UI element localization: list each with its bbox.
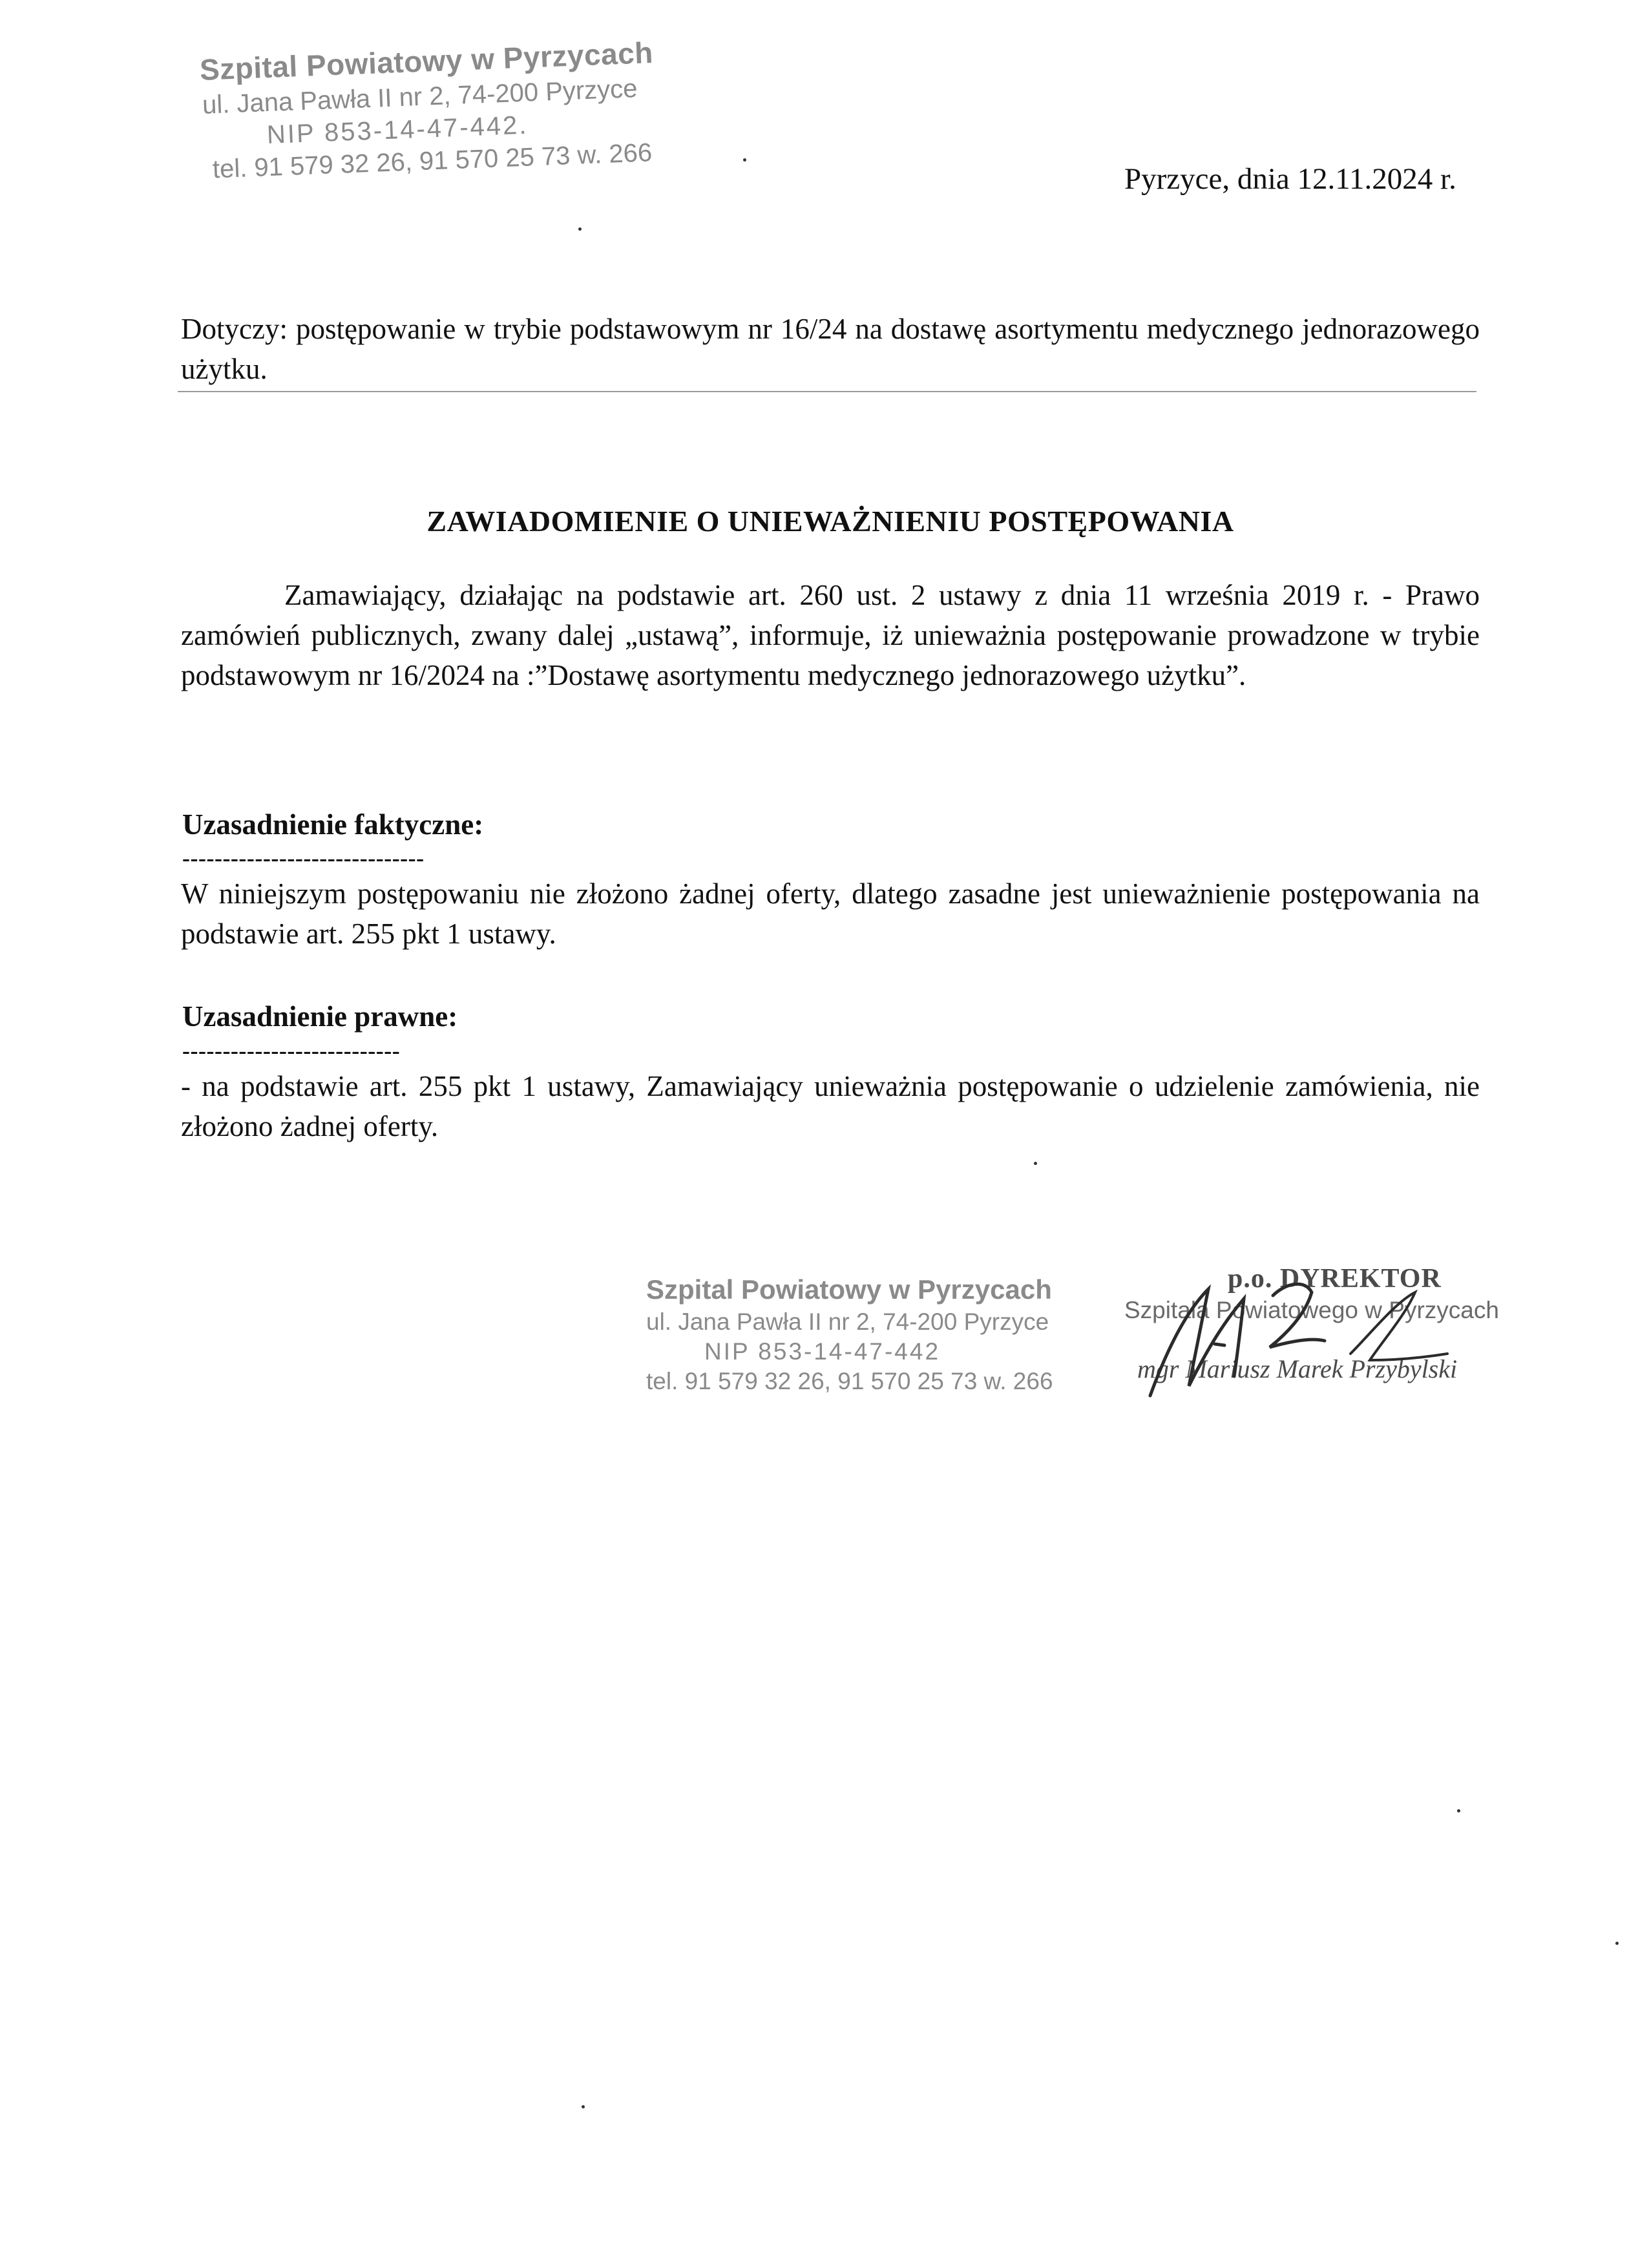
factual-heading-underline: ------------------------------: [182, 845, 425, 871]
stamp-hospital-name: Szpital Powiatowy w Pyrzycach: [199, 36, 654, 87]
handwritten-signature-icon: [1111, 1263, 1473, 1405]
scan-speck: [1457, 1809, 1460, 1812]
intro-paragraph: Zamawiający, działając na podstawie art. 260 ust. 2 ustawy z dnia 11 września 2019 r. - Prawo zamówień publicznych, zwany dalej „ustawą”, informuje, iż unieważnia postępowanie prowadzone w trybie podstawowym nr 16/2024 na :”Dostawę asortymentu medycznego jednorazowego użytku”.: [181, 579, 1480, 691]
scan-speck: [743, 158, 746, 162]
subject-divider: [178, 391, 1476, 392]
subject-line: Dotyczy: postępowanie w trybie podstawowym nr 16/24 na dostawę asortymentu medycznego jednorazowego użytku.: [181, 313, 1480, 385]
legal-justification-heading: Uzasadnienie prawne:: [182, 1000, 458, 1033]
stamp-address: ul. Jana Pawła II nr 2, 74-200 Pyrzyce: [646, 1308, 1049, 1335]
stamp-address: ul. Jana Pawła II nr 2, 74-200 Pyrzyce: [202, 74, 638, 120]
stamp-hospital-name: Szpital Powiatowy w Pyrzycach: [646, 1274, 1052, 1305]
signature-title: p.o. DYREKTOR: [1228, 1264, 1442, 1294]
hospital-stamp-bottom: [646, 1273, 1053, 1396]
director-signature-stamp: [1111, 1263, 1499, 1405]
stamp-phone: tel. 91 579 32 26, 91 570 25 73 w. 266: [212, 138, 653, 184]
legal-justification-text: - na podstawie art. 255 pkt 1 ustawy, Zamawiający unieważnia postępowanie o udzielenie zamówienia, nie złożono żadnej oferty.: [181, 1070, 1480, 1142]
document-date: Pyrzyce, dnia 12.11.2024 r.: [1124, 162, 1456, 196]
stamp-nip: NIP 853-14-47-442.: [266, 110, 529, 149]
document-title: ZAWIADOMIENIE O UNIEWAŻNIENIU POSTĘPOWANIA: [426, 505, 1234, 538]
stamp-nip: NIP 853-14-47-442: [704, 1338, 941, 1365]
factual-justification-text: W niniejszym postępowaniu nie złożono żadnej oferty, dlatego zasadne jest unieważnienie postępowania na podstawie art. 255 pkt 1 ustawy.: [181, 877, 1480, 950]
legal-heading-underline: ---------------------------: [182, 1038, 401, 1064]
signature-name: mgr Mariusz Marek Przybylski: [1137, 1354, 1458, 1383]
stamp-phone: tel. 91 579 32 26, 91 570 25 73 w. 266: [646, 1368, 1053, 1394]
factual-justification-heading: Uzasadnienie faktyczne:: [182, 808, 484, 841]
scan-speck: [578, 227, 582, 231]
scan-speck: [582, 2105, 585, 2108]
scan-speck: [1034, 1162, 1037, 1165]
signature-institution: Szpitala Powiatowego w Pyrzycach: [1124, 1297, 1499, 1323]
scan-speck: [1615, 1942, 1619, 1945]
hospital-stamp-top: [199, 34, 658, 185]
